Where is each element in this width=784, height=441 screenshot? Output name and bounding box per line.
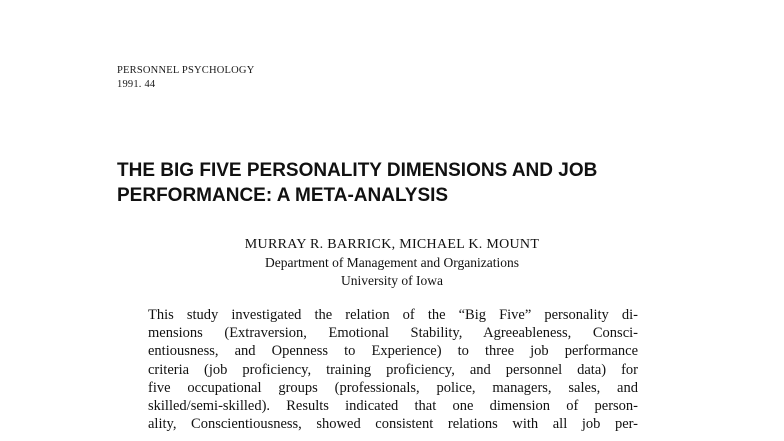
paper-title-line-2: PERFORMANCE: A META-ANALYSIS	[117, 185, 449, 206]
abstract-line: This study investigated the relation of the “Big Five” personality di-	[148, 307, 638, 323]
abstract-line: mensions (Extraversion, Emotional Stability, Agreeableness, Consci-	[148, 325, 638, 342]
abstract-line: criteria (job proficiency, training proficiency, and personnel data) for	[148, 361, 638, 378]
abstract	[148, 306, 638, 433]
paper-title-line-1: THE BIG FIVE PERSONALITY DIMENSIONS AND JOB	[117, 160, 598, 181]
journal-header	[117, 64, 255, 92]
abstract-line: skilled/semi-skilled). Results indicated that one dimension of person-	[148, 397, 638, 414]
authors: MURRAY R. BARRICK, MICHAEL K. MOUNT	[244, 237, 540, 252]
department: Department of Management and Organizations	[265, 255, 519, 270]
paper-title	[117, 158, 717, 208]
abstract-line: five occupational groups (professionals, police, managers, sales, and	[148, 379, 638, 396]
journal-volume: 1991. 44	[117, 79, 156, 90]
byline	[150, 236, 634, 290]
journal-name: PERSONNEL PSYCHOLOGY	[117, 65, 255, 76]
university: University of Iowa	[341, 273, 443, 288]
abstract-line: entiousness, and Openness to Experience) to three job performance	[148, 343, 638, 360]
abstract-line: ality, Conscientiousness, showed consistent relations with all job per-	[148, 416, 638, 433]
